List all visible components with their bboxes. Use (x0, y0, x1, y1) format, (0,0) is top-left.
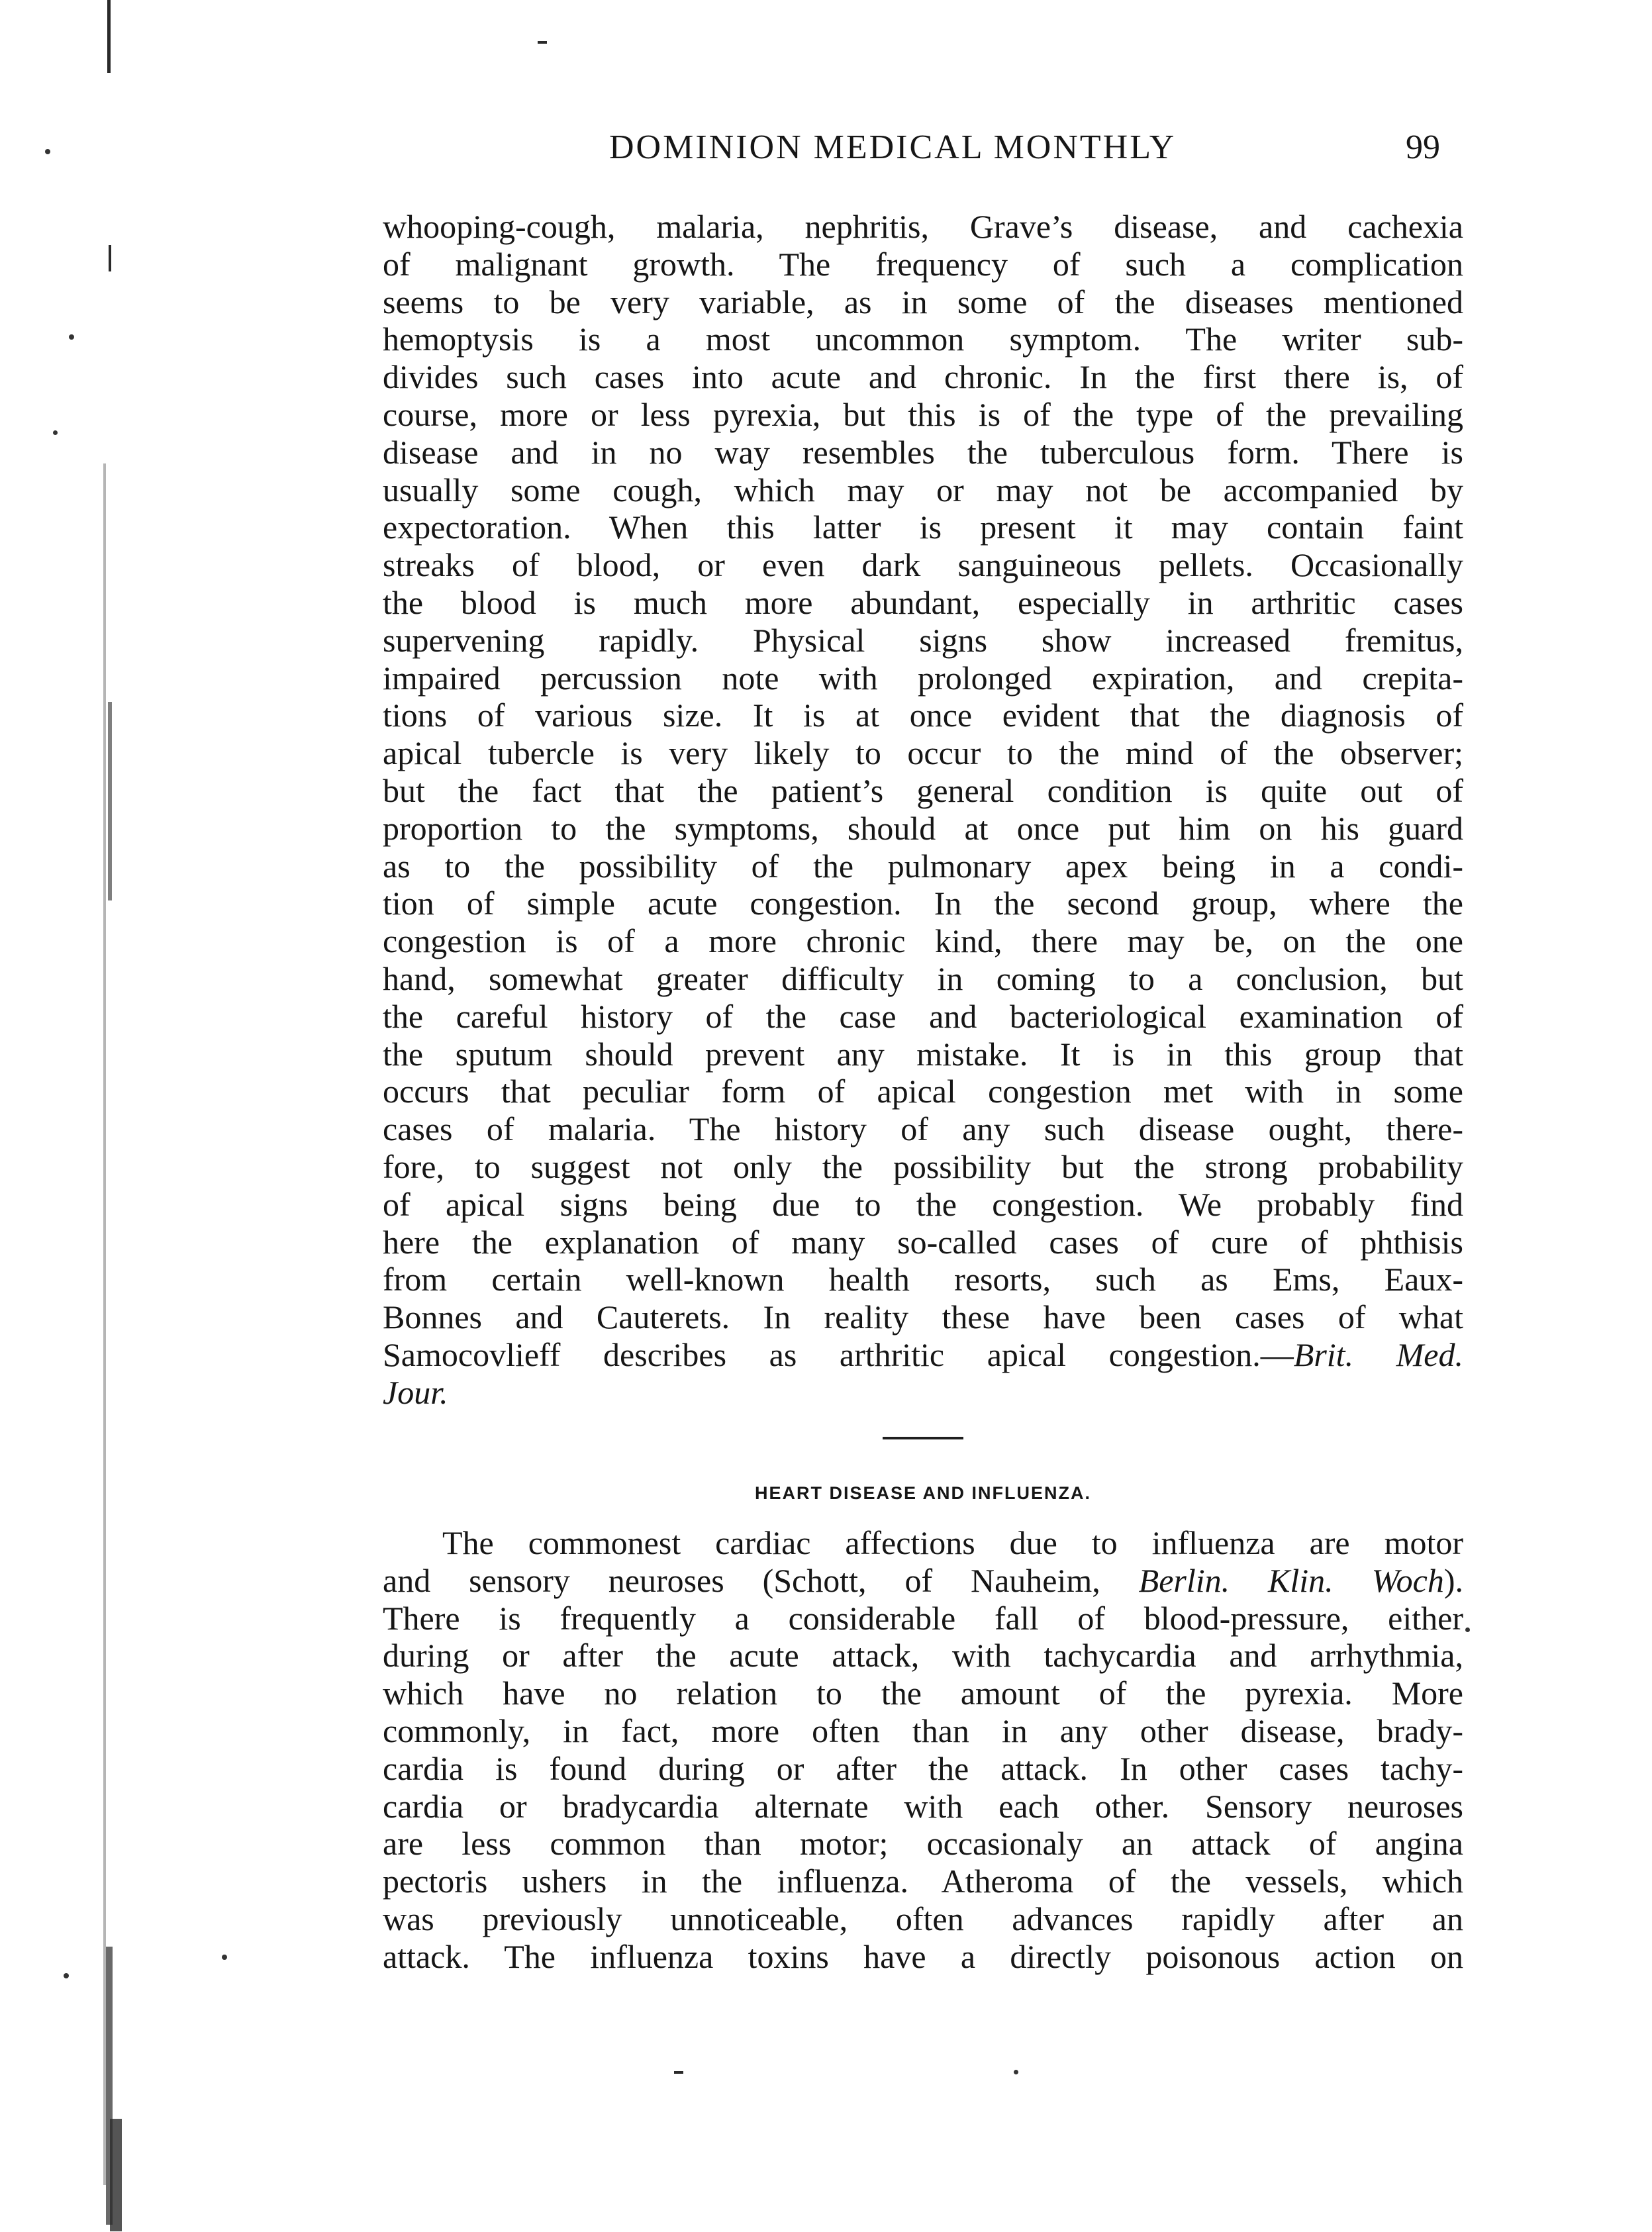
text-line: which have no relation to the amount of the pyrexia. More (383, 1674, 1463, 1712)
text-line: as to the possibility of the pulmonary apex being in a condi- (383, 847, 1463, 885)
scan-speck (222, 1955, 227, 1960)
text-line: supervening rapidly. Physical signs show increased fremitus, (383, 621, 1463, 659)
text-line: attack. The influenza toxins have a directly poisonous action on (383, 1937, 1463, 1975)
running-head (381, 128, 1440, 174)
scan-speck (69, 334, 74, 340)
text-line: cases of malaria. The history of any such disease ought, there- (383, 1110, 1463, 1148)
text-line: apical tubercle is very likely to occur to the mind of the observer; (383, 734, 1463, 772)
text-line: disease and in no way resembles the tuberculous form. There is (383, 433, 1463, 471)
scan-mark (107, 0, 111, 73)
text-line: the blood is much more abundant, especially in arthritic cases (383, 583, 1463, 621)
source-citation: Brit. Med. (1293, 1335, 1463, 1373)
text-line: from certain well-known health resorts, such as Ems, Eaux- (383, 1261, 1463, 1298)
text-line: of malignant growth. The frequency of such a complication (383, 245, 1463, 283)
text-line: seems to be very variable, as in some of the diseases mentioned (383, 283, 1463, 320)
text-line: of apical signs being due to the congestion. We probably find (383, 1185, 1463, 1223)
text-line: Bonnes and Cauterets. In reality these have been cases of what (383, 1298, 1463, 1336)
text-segment: and sensory neuroses (Schott, of Nauheim, (383, 1561, 1139, 1599)
scan-speck (45, 149, 50, 154)
text-line: streaks of blood, or even dark sanguineous pellets. Occasionally (383, 546, 1463, 584)
text-line: but the fact that the patient’s general condition is quite out of (383, 771, 1463, 809)
text-line: usually some cough, which may or may not be accompanied by (383, 471, 1463, 509)
text-line: commonly, in fact, more often than in any other disease, brady- (383, 1712, 1463, 1749)
text-line: impaired percussion note with prolonged expiration, and crepita- (383, 659, 1463, 697)
text-line: cardia is found during or after the attack. In other cases tachy- (383, 1749, 1463, 1787)
text-line: during or after the acute attack, with tachycardia and arrhythmia, (383, 1637, 1463, 1674)
page-number: 99 (1406, 128, 1440, 166)
text-line: whooping-cough, malaria, nephritis, Grave’s disease, and cachexia (383, 208, 1463, 245)
text-line-with-citation (383, 1562, 1463, 1600)
section-separator-rule (883, 1437, 963, 1439)
text-line: expectoration. When this latter is present it may contain faint (383, 509, 1463, 546)
journal-title: DOMINION MEDICAL MONTHLY (609, 128, 1177, 166)
text-line: are less common than motor; occasionaly an attack of angina (383, 1825, 1463, 1863)
text-line: the careful history of the case and bacteriological examination of (383, 997, 1463, 1035)
text-line: congestion is of a more chronic kind, there may be, on the one (383, 922, 1463, 960)
scan-speck (64, 1973, 69, 1978)
scan-mark (674, 2071, 683, 2074)
article-body (383, 1524, 1463, 1976)
source-citation-continued: Jour. (383, 1373, 448, 1411)
text-line: was previously unnoticeable, often advances rapidly after an (383, 1900, 1463, 1937)
text-line: tion of simple acute congestion. In the second group, where the (383, 885, 1463, 922)
scan-speck (1014, 2070, 1018, 2074)
binding-edge-artifact (46, 424, 126, 2232)
text-line: The commonest cardiac affections due to influenza are motor (442, 1524, 1463, 1561)
text-line: divides such cases into acute and chronic. In the first there is, of (383, 358, 1463, 396)
text-line: hemoptysis is a most uncommon symptom. The writer sub- (383, 320, 1463, 358)
text-segment: ). (1443, 1561, 1463, 1599)
text-line: hand, somewhat greater difficulty in coming to a conclusion, but (383, 959, 1463, 997)
text-line: pectoris ushers in the influenza. Atheroma of the vessels, which (383, 1863, 1463, 1900)
text-line-with-citation (383, 1336, 1463, 1374)
text-segment: Samocovlieff describes as arthritic apical congestion.— (383, 1335, 1294, 1373)
text-line (383, 1374, 1463, 1412)
article-heading: HEART DISEASE AND INFLUENZA. (754, 1483, 1091, 1503)
scan-speck (53, 430, 58, 435)
text-line: fore, to suggest not only the possibility but the strong probability (383, 1147, 1463, 1185)
text-line: proportion to the symptoms, should at once put him on his guard (383, 809, 1463, 847)
text-line: tions of various size. It is at once evident that the diagnosis of (383, 697, 1463, 734)
text-line: here the explanation of many so-called cases of cure of phthisis (383, 1223, 1463, 1261)
scan-mark (538, 41, 547, 44)
text-line: There is frequently a considerable fall of blood-pressure, either (383, 1599, 1463, 1637)
text-line: cardia or bradycardia alternate with each other. Sensory neuroses (383, 1787, 1463, 1825)
text-line: occurs that peculiar form of apical congestion met with in some (383, 1073, 1463, 1110)
scan-mark (109, 245, 111, 271)
article-continuation (383, 208, 1463, 1412)
scan-speck (1465, 1627, 1470, 1632)
text-line: course, more or less pyrexia, but this is of the type of the prevailing (383, 395, 1463, 433)
source-citation: Berlin. Klin. Woch (1138, 1561, 1444, 1599)
text-line: the sputum should prevent any mistake. It is in this group that (383, 1035, 1463, 1073)
